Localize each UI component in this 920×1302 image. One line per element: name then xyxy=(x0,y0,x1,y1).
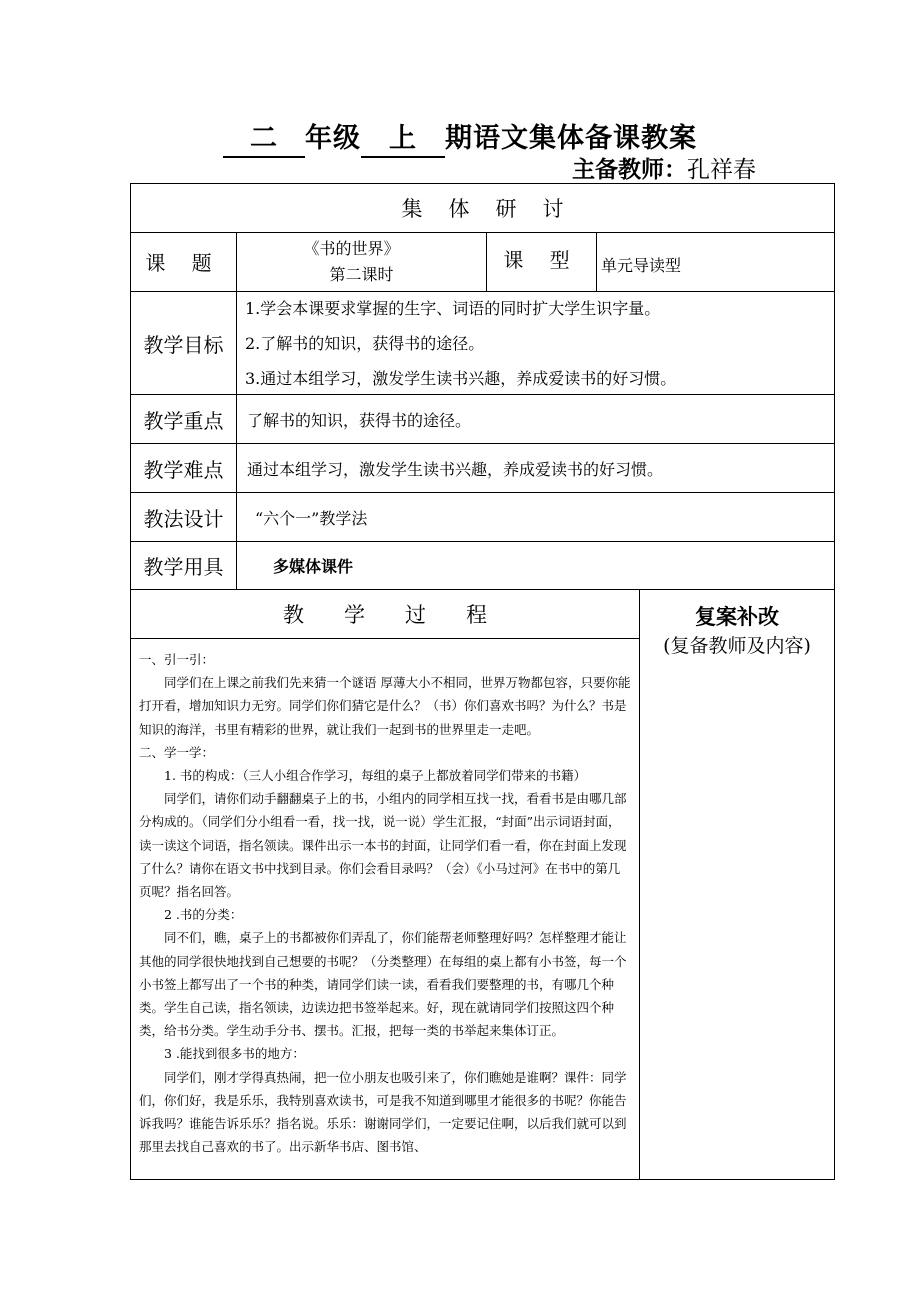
process-paragraph: 同不们，瞧，桌子上的书都被你们弄乱了，你们能帮老师整理好吗？怎样整理才能让其他的同学很快地找到自己想要的书呢？（分类整理）在每组的桌上都有小书签，每一个小书签上都写出了一个书的种类，请同学们读一读，看看我们要整理的书，有哪几个种类。学生自己读，指名领读，边读边把书签举起来。好，现在就请同学们按照这四个种类，给书分类。学生动手分书、摆书。汇报，把每一类的书举起来集体订正。 xyxy=(139,930,627,1039)
type-value: 单元导读型 xyxy=(601,256,682,275)
process-paragraph: 2 .书的分类： xyxy=(164,907,243,923)
process-paragraph: 同学们在上课之前我们先来猜一个谜语 厚薄大小不相同，世界万物都包容，只要你能打开看，增加知识力无穷。同学们你们猜它是什么？（书）你们喜欢书吗？为什么？书是知识的海洋，书里有精彩的世界，就让我们一起到书的世界里走一走吧。 xyxy=(139,675,631,737)
process-heading: 二、学一学： xyxy=(139,744,215,760)
title-term: 上 xyxy=(361,122,445,158)
goal-item: 1.学会本课要求掌握的生字、词语的同时扩大学生识字量。 xyxy=(245,298,661,318)
tools-value: 多媒体课件 xyxy=(273,557,354,576)
difficulty-label: 教学难点 xyxy=(143,457,224,482)
key-points-label: 教学重点 xyxy=(143,408,224,433)
revise-header xyxy=(640,594,834,664)
lead-teacher xyxy=(572,154,756,186)
process-header: 教学过程 xyxy=(283,603,527,627)
row-divider xyxy=(131,638,639,639)
goals-list xyxy=(237,292,834,394)
revise-title: 复案补改 xyxy=(695,604,779,629)
col-divider xyxy=(639,589,640,1180)
goal-item: 2.了解书的知识，获得书的途径。 xyxy=(245,333,485,353)
title-grade-suffix: 年级 xyxy=(305,123,361,154)
type-label: 课 型 xyxy=(503,248,580,272)
title-grade: 二 xyxy=(223,122,305,158)
method-label: 教法设计 xyxy=(143,506,224,531)
lead-teacher-label: 主备教师： xyxy=(572,157,687,183)
process-body xyxy=(131,640,639,1180)
process-paragraph: 1. 书的构成：（三人小组合作学习，每组的桌子上都放着同学们带来的书籍） xyxy=(164,768,587,784)
title-term-suffix: 期语文集体备课教案 xyxy=(445,123,697,154)
process-paragraph: 3 .能找到很多书的地方： xyxy=(164,1046,305,1062)
page-title xyxy=(0,116,920,158)
topic-period: 第二课时 xyxy=(329,264,394,284)
difficulty-value: 通过本组学习，激发学生读书兴趣，养成爱读书的好习惯。 xyxy=(247,459,664,479)
process-paragraph: 同学们，刚才学得真热闹，把一位小朋友也吸引来了，你们瞧她是谁啊？课件：同学们，你们好，我是乐乐，我特别喜欢读书，可是我不知道到哪里才能很多的书呢？你能告诉我吗？谁能告诉乐乐？指名说。乐乐：谢谢同学们，一定要记住啊，以后我们就可以到那里去找自己喜欢的书了。出示新华书店、图书馆、 xyxy=(139,1069,627,1155)
lead-teacher-name: 孔祥春 xyxy=(687,157,756,183)
topic-value xyxy=(237,232,486,291)
process-heading: 一、引一引： xyxy=(139,652,215,667)
goals-label: 教学目标 xyxy=(143,332,224,357)
key-points-value: 了解书的知识，获得书的途径。 xyxy=(247,410,472,430)
process-paragraph: 同学们，请你们动手翻翻桌子上的书，小组内的同学相互找一找，看看书是由哪几部分构成的。（同学们分小组看一看，找一找，说一说）学生汇报，“封面”出示词语封面，读一读这个词语，指名领读。课件出示一本书的封面，让同学们看一看，你在封面上发现了什么？请你在语文书中找到目录。你们会看目录吗？（会）《小马过河》在书中的第几页呢？指名回答。 xyxy=(139,791,627,900)
revise-subtitle: (复备教师及内容) xyxy=(663,634,811,657)
topic-label: 课 题 xyxy=(145,251,222,275)
goal-item: 3.通过本组学习，激发学生读书兴趣，养成爱读书的好习惯。 xyxy=(245,368,677,388)
method-value: “六个一”教学法 xyxy=(255,508,368,528)
topic-title: 《书的世界》 xyxy=(303,238,400,258)
section-header: 集体研讨 xyxy=(401,197,590,221)
tools-label: 教学用具 xyxy=(143,555,224,579)
lesson-plan-table xyxy=(130,183,835,1180)
